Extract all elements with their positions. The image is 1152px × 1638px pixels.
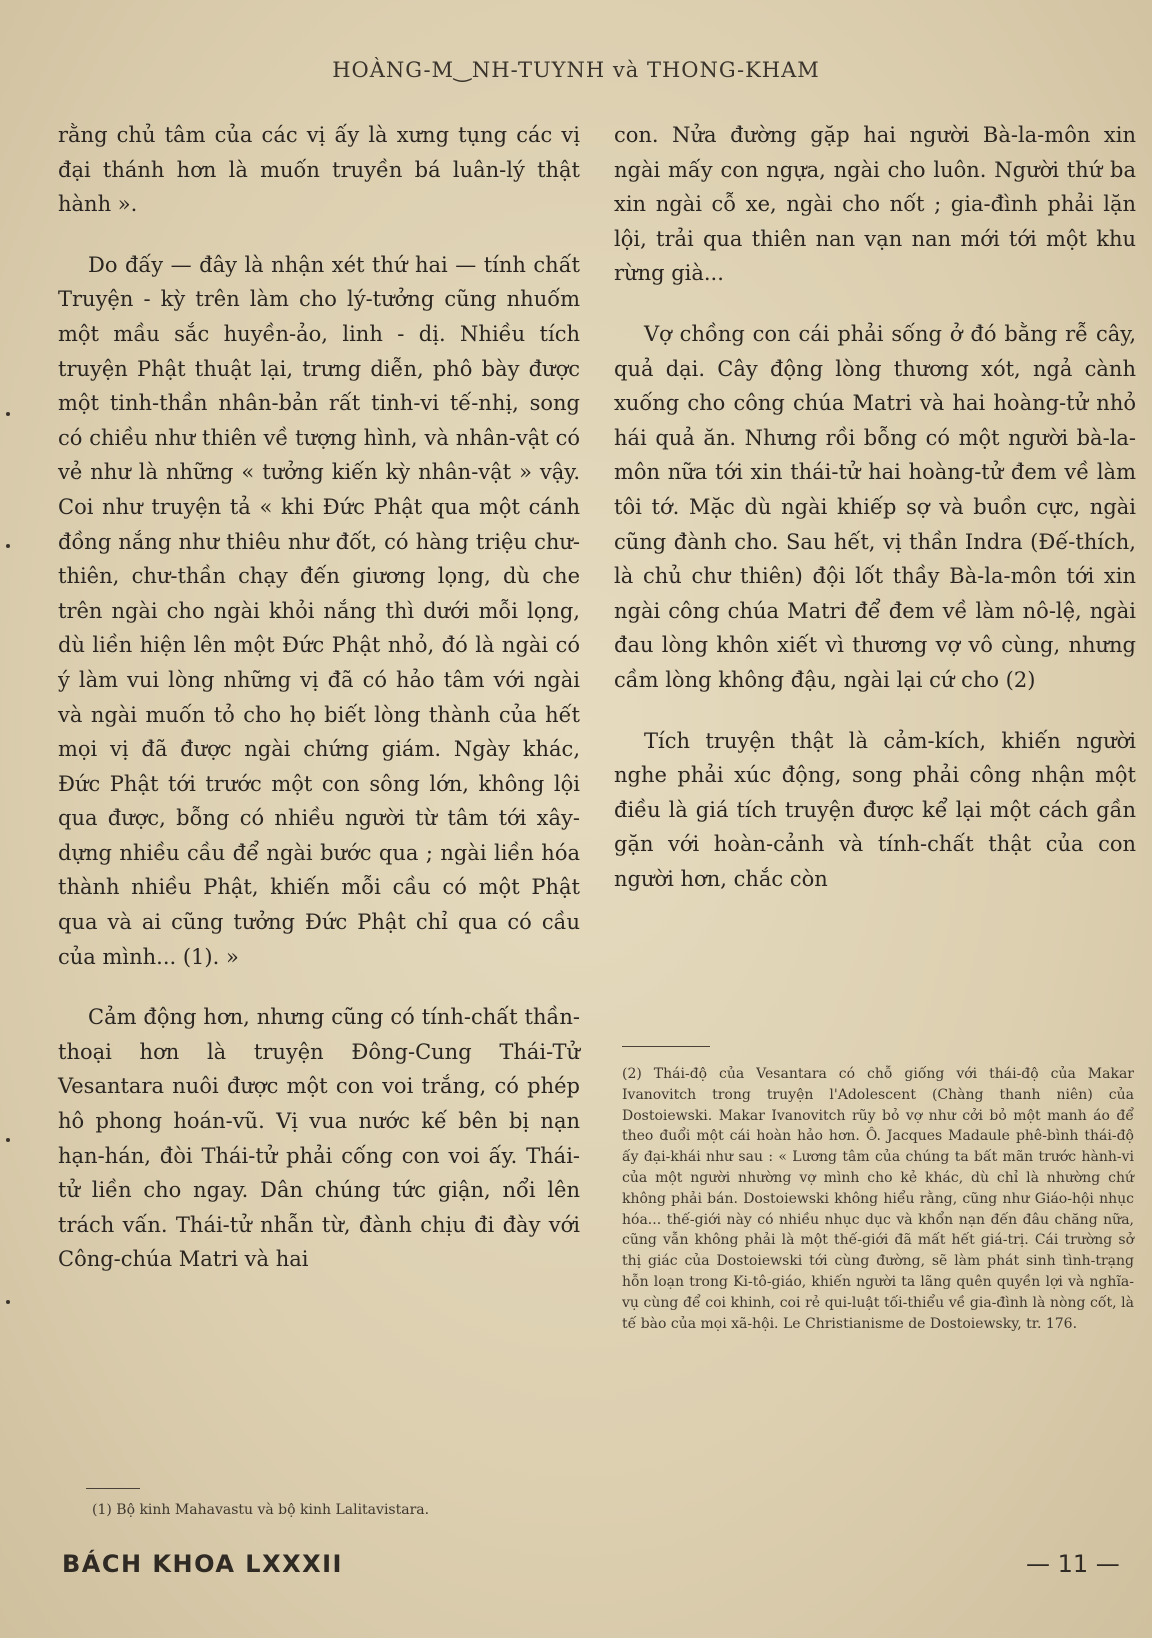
magazine-issue-footer: BÁCH KHOA LXXXII [62,1550,343,1578]
running-title: HOÀNG-M‿NH-TUYNH và THONG-KHAM [332,58,820,82]
right-paragraph-3: Tích truyện thật là cảm-kích, khiến người nghe phải xúc động, song phải công nhận một điều là giá tích truyện được kể lại một cách gần gặn với hoàn-cảnh và tính-chất thật của con người hơn, chắc còn [614,728,1136,891]
margin-dot [6,1300,10,1304]
footnote-rule-right [622,1046,710,1047]
margin-dot [6,412,10,416]
right-column [614,118,1136,922]
right-paragraph-1: con. Nửa đường gặp hai người Bà-la-môn xin ngài mấy con ngựa, ngài cho luôn. Người thứ ba xin ngài cỗ xe, ngài cho nốt ; gia-đình phải lặn lội, trải qua thiên nan vạn nan mới tới một khu rừng già... [614,123,1136,286]
margin-dot [6,544,10,548]
left-column [58,118,580,1303]
right-paragraph-2: Vợ chồng con cái phải sống ở đó bằng rễ cây, quả dại. Cây động lòng thương xót, ngả cành xuống cho công chúa Matri và hai hoàng-tử nhỏ hái quả ăn. Nhưng rồi bỗng có một người bà-la-môn nữa tới xin thái-tử hai hoàng-tử đem về làm tôi tớ. Mặc dù ngài khiếp sợ và buồn cực, ngài cũng đành cho. Sau hết, vị thần Indra (Đế-thích, là chủ chư thiên) đội lốt thầy Bà-la-môn tới xin ngài công chúa Matri để đem về làm nô-lệ, ngài đau lòng khôn xiết vì thương vợ vô cùng, nhưng cầm lòng không đậu, ngài lại cứ cho (2) [614,321,1136,692]
left-paragraph-2: Do đấy — đây là nhận xét thứ hai — tính chất Truyện - kỳ trên làm cho lý-tưởng cũng nhuốm một mầu sắc huyền-ảo, linh - dị. Nhiều tích truyện Phật thuật lại, trưng diễn, phô bày được một tinh-thần nhân-bản rất tinh-vi tế-nhị, song có chiều như thiên về tượng hình, và nhân-vật có vẻ như là những « tưởng kiến kỳ nhân-vật » vậy. Coi như truyện tả « khi Đức Phật qua một cánh đồng nắng như thiêu như đốt, có hàng triệu chư-thiên, chư-thần chạy đến giương lọng, dù che trên ngài cho ngài khỏi nắng thì dưới mỗi lọng, dù liền hiện lên một Đức Phật nhỏ, đó là ngài có ý làm vui lòng những vị đã có hảo tâm với ngài và ngài muốn tỏ cho họ biết lòng thành của hết mọi vị đã được ngài chứng giám. Ngày khác, Đức Phật tới trước một con sông lớn, không lội qua được, bỗng có nhiều người từ tâm tới xây-dựng nhiều cầu để ngài bước qua ; ngài liền hóa thành nhiều Phật, khiến mỗi cầu có một Phật qua và ai cũng tưởng Đức Phật chỉ qua có cầu của mình... (1). » [58,252,580,969]
footnote-1: (1) Bộ kinh Mahavastu và bộ kinh Lalitavistara. [92,1502,430,1518]
left-paragraph-3: Cảm động hơn, nhưng cũng có tính-chất thần-thoại hơn là truyện Đông-Cung Thái-Tử Vesantara nuôi được một con voi trắng, có phép hô phong hoán-vũ. Vị vua nước kế bên bị nạn hạn-hán, đòi Thái-tử phải cống con voi ấy. Thái-tử liền cho ngay. Dân chúng tức giận, nổi lên trách vấn. Thái-tử nhẫn từ, đành chịu đi đày với Công-chúa Matri và hai [58,1005,580,1272]
margin-dot [6,1138,10,1142]
footnote-2: (2) Thái-độ của Vesantara có chỗ giống với thái-độ của Makar Ivanovitch trong truyện l'Adolescent (Chàng thanh niên) của Dostoiewski. Makar Ivanovitch rũy bỏ vợ như cởi bỏ một manh áo để theo đuổi một cái hoàn hảo hơn. Ô. Jacques Madaule phê-bình thái-độ ấy đại-khái như sau : « Lương tâm của chúng ta bất mãn trước hành-vi của một người nhường vợ mình cho kẻ khác, dù chỉ là nhường chứ không phải bán. Dostoiewski không hiểu rằng, cũng như Giáo-hội nhục hóa... thế-giới này có nhiều nhục dục và khổn nạn đến đâu chăng nữa, cũng vẫn không phải là một thế-giới đã mất hết giá-trị. Cái trường sở thị giác của Dostoiewski tới cùng đường, sẽ làm phát sinh tình-trạng hỗn loạn trong Ki-tô-giáo, khiến người ta lãng quên quyền lợi và nghĩa-vụ cùng để coi khinh, coi rẻ qui-luật tối-thiểu về gia-đình là nòng cốt, là tế bào của mọi xã-hội. Le Christianisme de Dostoiewsky, tr. 176. [622,1066,1134,1332]
footnote-rule-left [86,1488,140,1489]
left-paragraph-1: rằng chủ tâm của các vị ấy là xưng tụng các vị đại thánh hơn là muốn truyền bá luân-lý thật hành ». [58,123,580,217]
page-number: — 11 — [1026,1550,1120,1578]
